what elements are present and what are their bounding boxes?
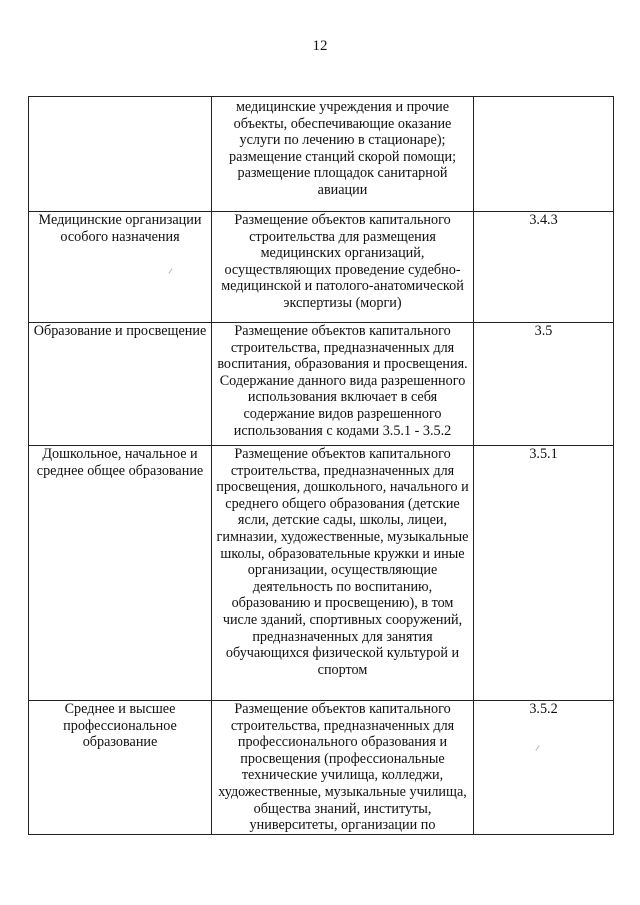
table-row (29, 323, 614, 446)
table-row (29, 212, 614, 323)
use-type-description: Размещение объектов капитального строительства для размещения медицинских организаций, осуществляющих проведение судебно-медицинской и патолого-анатомической экспертизы (морги) (212, 212, 474, 323)
land-use-table (28, 96, 614, 835)
use-type-name (29, 97, 212, 212)
use-type-name: Среднее и высшее профессиональное образование (29, 701, 212, 835)
table-row (29, 701, 614, 835)
use-type-name: Образование и просвещение (29, 323, 212, 446)
use-type-description: Размещение объектов капитального строительства, предназначенных для воспитания, образования и просвещения. Содержание данного вида разрешенного использования включает в себя содержание видов разрешенного использования с кодами 3.5.1 - 3.5.2 (212, 323, 474, 446)
table-row (29, 97, 614, 212)
page-number: 12 (312, 38, 328, 54)
use-type-name: Медицинские организации особого назначения (29, 212, 212, 323)
table-row (29, 446, 614, 701)
use-type-description: Размещение объектов капитального строительства, предназначенных для профессионального образования и просвещения (профессиональные технические училища, колледжи, художественные, музыкальные училища, общества знаний, институты, университеты, организации по (212, 701, 474, 835)
use-type-code: 3.5 (474, 323, 614, 446)
use-type-code (474, 97, 614, 212)
use-type-code: 3.5.2 (474, 701, 614, 835)
use-type-description: Размещение объектов капитального строительства, предназначенных для просвещения, дошкольного, начального и среднего общего образования (детские ясли, детские сады, школы, лицеи, гимназии, художественные, музыкальные школы, образовательные кружки и иные организации, осуществляющие деятельность по воспитанию, образованию и просвещению), в том числе зданий, спортивных сооружений, предназначенных для занятия обучающихся физической культурой и спортом (212, 446, 474, 701)
use-type-code: 3.4.3 (474, 212, 614, 323)
use-type-description: медицинские учреждения и прочие объекты, обеспечивающие оказание услуги по лечению в стационаре); размещение станций скорой помощи; размещение площадок санитарной авиации (212, 97, 474, 212)
use-type-code: 3.5.1 (474, 446, 614, 701)
use-type-name: Дошкольное, начальное и среднее общее образование (29, 446, 212, 701)
